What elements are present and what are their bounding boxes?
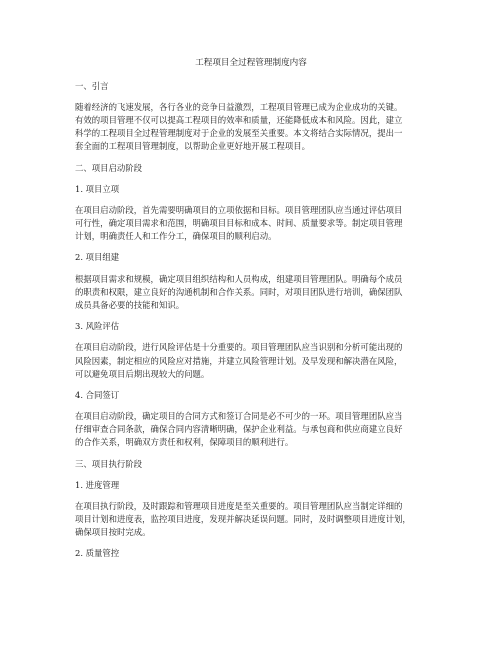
subheading-project-approval: 1. 项目立项 [75, 184, 120, 194]
subheading-schedule-management: 1. 进度管理 [75, 480, 120, 490]
paragraph-line: 在项目启动阶段，首先需要明确项目的立项依据和目标。项目管理团队应当通过评估项目 [75, 205, 403, 215]
paragraph-line: 风险因素，制定相应的风险应对措施，并建立风险管理计划。及早发现和解决潜在风险， [75, 356, 403, 366]
paragraph-line: 计划，明确责任人和工作分工，确保项目的顺利启动。 [75, 231, 277, 241]
subheading-team-building: 2. 项目组建 [75, 252, 120, 262]
paragraph-line: 仔细审查合同条款，确保合同内容清晰明确，保护企业利益。与承包商和供应商建立良好 [75, 424, 403, 434]
paragraph-line: 根据项目需求和规模，确定项目组织结构和人员构成，组建项目管理团队。明确每个成员 [75, 274, 403, 284]
paragraph-line: 成员具备必要的技能和知识。 [75, 300, 185, 310]
subheading-contract-signing: 4. 合同签订 [75, 390, 120, 400]
document-title: 工程项目全过程管理制度内容 [195, 58, 307, 68]
paragraph-line: 项目计划和进度表，监控项目进度，发现并解决延误问题。同时，及时调整项目进度计划， [75, 514, 411, 524]
subheading-risk-assessment: 3. 风险评估 [75, 321, 120, 331]
paragraph-line: 确保项目按时完成。 [75, 527, 151, 537]
paragraph-line: 随着经济的飞速发展，各行各业的竞争日益激烈，工程项目管理已成为企业成功的关键。 [75, 102, 403, 112]
paragraph-line: 套全面的工程项目管理制度，以帮助企业更好地开展工程项目。 [75, 141, 311, 151]
paragraph-line: 的合作关系，明确双方责任和权利，保障项目的顺利进行。 [75, 437, 294, 447]
paragraph-line: 有效的项目管理不仅可以提高工程项目的效率和质量，还能降低成本和风险。因此，建立 [75, 115, 403, 125]
section-heading-intro: 一、引言 [75, 81, 109, 91]
paragraph-line: 在项目启动阶段，进行风险评估是十分重要的。项目管理团队应当识别和分析可能出现的 [75, 342, 403, 352]
paragraph-line: 可行性，确定项目需求和范围，明确项目目标和成本、时间、质量要求等。制定项目管理 [75, 218, 403, 228]
section-heading-execution: 三、项目执行阶段 [75, 459, 142, 469]
paragraph-line: 的职责和权限，建立良好的沟通机制和合作关系。同时，对项目团队进行培训，确保团队 [75, 287, 403, 297]
section-heading-startup: 二、项目启动阶段 [75, 163, 142, 173]
paragraph-line: 在项目执行阶段，及时跟踪和管理项目进度是至关重要的。项目管理团队应当制定详细的 [75, 501, 403, 511]
subheading-quality-control: 2. 质量管控 [75, 548, 120, 558]
paragraph-line: 可以避免项目后期出现较大的问题。 [75, 369, 210, 379]
paragraph-line: 在项目启动阶段，确定项目的合同方式和签订合同是必不可少的一环。项目管理团队应当 [75, 411, 403, 421]
paragraph-line: 科学的工程项目全过程管理制度对于企业的发展至关重要。本文将结合实际情况，提出一 [75, 128, 403, 138]
